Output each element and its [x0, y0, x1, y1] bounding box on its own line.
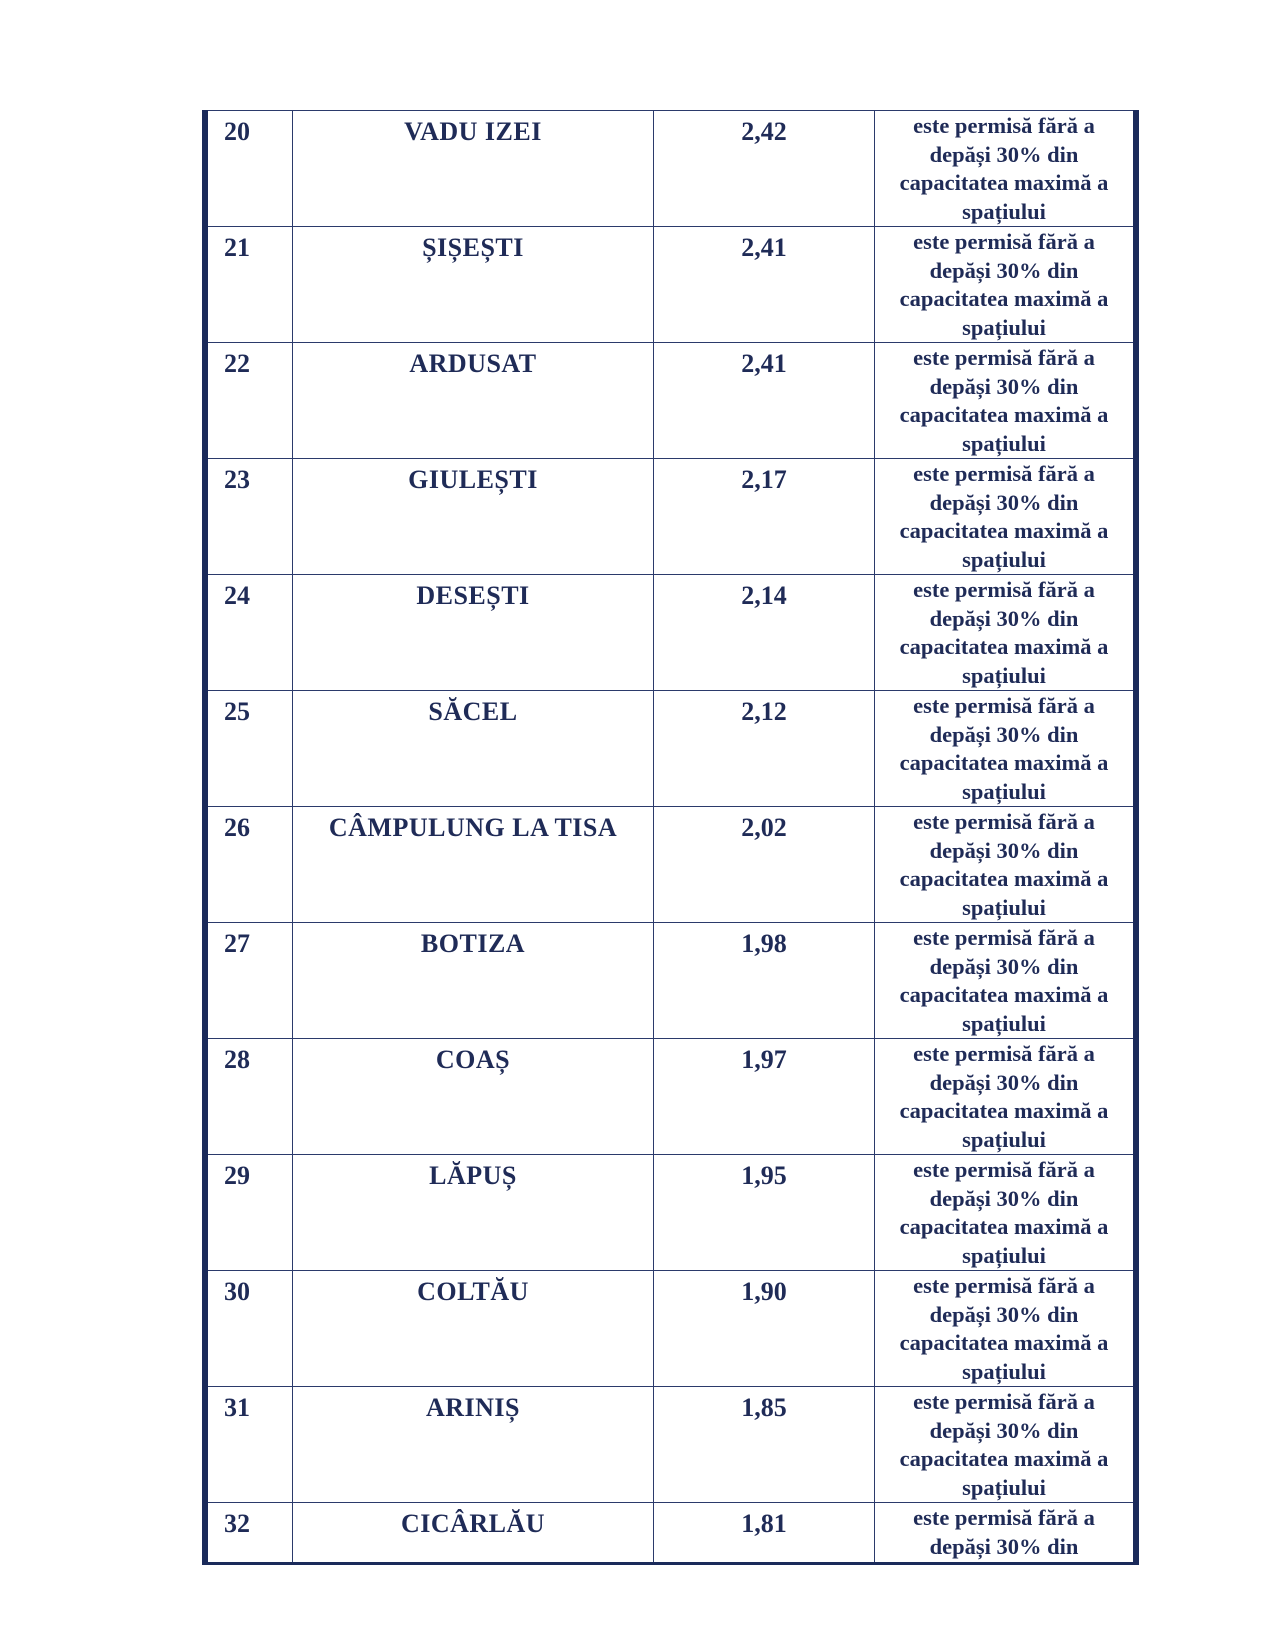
rule-note-cell: [875, 1503, 1137, 1564]
locality-name-cell: ARDUSAT: [293, 343, 654, 459]
incidence-rate-cell: 1,85: [654, 1387, 875, 1503]
rule-note-text: este permisă fără a depăși 30% din capacitatea maximă a spațiului: [899, 577, 1109, 688]
rule-note-text: este permisă fără a depăși 30% din capacitatea maximă a spațiului: [899, 1389, 1109, 1500]
incidence-rate-cell: 2,12: [654, 691, 875, 807]
localities-table: [202, 110, 1139, 1565]
rule-note-cell: [875, 807, 1137, 923]
row-number-cell: 31: [205, 1387, 293, 1503]
incidence-rate-cell: 2,41: [654, 343, 875, 459]
incidence-rate-cell: 2,42: [654, 111, 875, 227]
rule-note-cell: [875, 691, 1137, 807]
incidence-rate-cell: 1,95: [654, 1155, 875, 1271]
row-number-cell: 23: [205, 459, 293, 575]
locality-name-cell: GIULEȘTI: [293, 459, 654, 575]
table-row: [205, 1039, 1136, 1155]
table-row: [205, 1155, 1136, 1271]
rule-note-cell: [875, 1387, 1137, 1503]
table-row: [205, 111, 1136, 227]
rule-note-cell: [875, 1039, 1137, 1155]
rule-note-text: este permisă fără a depăși 30% din capacitatea maximă a spațiului: [899, 1041, 1109, 1152]
incidence-rate-cell: 2,17: [654, 459, 875, 575]
rule-note-cell: [875, 1271, 1137, 1387]
table-body: [205, 111, 1136, 1564]
rule-note-text: este permisă fără a depăși 30% din: [913, 1505, 1095, 1559]
rule-note-cell: [875, 111, 1137, 227]
row-number-cell: 21: [205, 227, 293, 343]
incidence-rate-cell: 1,97: [654, 1039, 875, 1155]
rule-note-text: este permisă fără a depăși 30% din capacitatea maximă a spațiului: [899, 461, 1109, 572]
rule-note-cell: [875, 459, 1137, 575]
row-number-cell: 26: [205, 807, 293, 923]
locality-name-cell: ȘIȘEȘTI: [293, 227, 654, 343]
locality-name-cell: BOTIZA: [293, 923, 654, 1039]
rule-note-cell: [875, 575, 1137, 691]
locality-name-cell: ARINIȘ: [293, 1387, 654, 1503]
table-row: [205, 923, 1136, 1039]
table-row: [205, 1387, 1136, 1503]
incidence-rate-cell: 1,81: [654, 1503, 875, 1564]
rule-note-text: este permisă fără a depăși 30% din capacitatea maximă a spațiului: [899, 1157, 1109, 1268]
locality-name-cell: SĂCEL: [293, 691, 654, 807]
table-row: [205, 575, 1136, 691]
row-number-cell: 30: [205, 1271, 293, 1387]
rule-note-cell: [875, 1155, 1137, 1271]
locality-name-cell: LĂPUȘ: [293, 1155, 654, 1271]
row-number-cell: 28: [205, 1039, 293, 1155]
rule-note-text: este permisă fără a depăși 30% din capacitatea maximă a spațiului: [899, 809, 1109, 920]
table-row: [205, 343, 1136, 459]
rule-note-text: este permisă fără a depăși 30% din capacitatea maximă a spațiului: [899, 345, 1109, 456]
rule-note-cell: [875, 343, 1137, 459]
table-row: [205, 227, 1136, 343]
row-number-cell: 27: [205, 923, 293, 1039]
row-number-cell: 24: [205, 575, 293, 691]
row-number-cell: 20: [205, 111, 293, 227]
row-number-cell: 29: [205, 1155, 293, 1271]
rule-note-cell: [875, 923, 1137, 1039]
locality-name-cell: CICÂRLĂU: [293, 1503, 654, 1564]
incidence-rate-cell: 2,14: [654, 575, 875, 691]
table-row: [205, 1271, 1136, 1387]
table-row: [205, 459, 1136, 575]
locality-name-cell: VADU IZEI: [293, 111, 654, 227]
row-number-cell: 25: [205, 691, 293, 807]
table-row: [205, 691, 1136, 807]
row-number-cell: 32: [205, 1503, 293, 1564]
rule-note-text: este permisă fără a depăși 30% din capacitatea maximă a spațiului: [899, 1273, 1109, 1384]
rule-note-text: este permisă fără a depăși 30% din capacitatea maximă a spațiului: [899, 229, 1109, 340]
locality-name-cell: DESEȘTI: [293, 575, 654, 691]
table-row: [205, 1503, 1136, 1564]
table-row: [205, 807, 1136, 923]
rule-note-text: este permisă fără a depăși 30% din capacitatea maximă a spațiului: [899, 693, 1109, 804]
rule-note-text: este permisă fără a depăși 30% din capacitatea maximă a spațiului: [899, 925, 1109, 1036]
incidence-rate-cell: 2,41: [654, 227, 875, 343]
rule-note-text: este permisă fără a depăși 30% din capacitatea maximă a spațiului: [899, 113, 1109, 224]
locality-name-cell: CÂMPULUNG LA TISA: [293, 807, 654, 923]
locality-name-cell: COAȘ: [293, 1039, 654, 1155]
incidence-rate-cell: 2,02: [654, 807, 875, 923]
row-number-cell: 22: [205, 343, 293, 459]
incidence-rate-cell: 1,90: [654, 1271, 875, 1387]
incidence-rate-cell: 1,98: [654, 923, 875, 1039]
locality-name-cell: COLTĂU: [293, 1271, 654, 1387]
rule-note-cell: [875, 227, 1137, 343]
